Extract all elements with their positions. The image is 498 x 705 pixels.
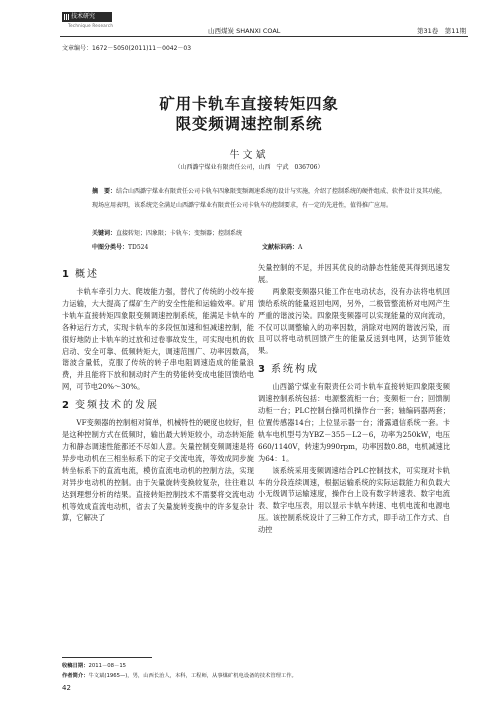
- clc-label: 中图分类号：: [92, 244, 129, 251]
- paragraph-system-control: 该系统采用变频调速结合PLC控制技术，可实现对卡轨车的分段连续调速，根据运输系统的实际运载能力和负载大小无级调节运输速度，操作台上设有数字转速表、数字电流表、数字电压表，用以显示卡轨车转速、电机电流和电源电压。该控制系统设计了三种工作方式，即手动工作方式、自动控: [258, 465, 450, 535]
- section-badge: 技术研究: [62, 12, 112, 22]
- clc-number: [92, 242, 148, 251]
- paragraph-system-components: 山西潞宁煤业有限责任公司卡轨车直接转矩四象限变频调速控制系统包括：电源整流柜一台；变频柜一台；回馈制动柜一台；PLC控制台操司机操作台一套；轴编码器两套；位置传感器14台；上位显示器一台；滑露通信系统一套。卡轨车电机型号为YBZ－355－L2－6，功率为250kW，电压660/1140V，转速为990rpm，功率因数0.88，电机减速比为64：1。: [258, 382, 451, 463]
- paragraph-four-quadrant: 两象限变频器只能工作在电动状态，没有办法将电机回馈给系统的能量返回电网，另外，二极管整流桥对电网产生严重的谐波污染。四象限变频器可以实现能量的双向流动，不仅可以调整输入的功率因数，消除对电网的谐波污染，而且可以将电动机回馈产生的能量反送到电网，达到节能效果。: [258, 286, 450, 356]
- keywords-text: 直接转矩；四象限；卡轨车；变频器；控制系统: [116, 230, 243, 237]
- clc-value: TD524: [128, 244, 149, 251]
- section-heading-overview: [62, 268, 254, 282]
- paragraph-continued: 矢量控制的不足，并因其优良的动静态性能使其得到迅速发展。: [258, 263, 450, 284]
- abstract: [92, 185, 452, 212]
- paragraph-development: VF变频器的控制相对简单，机械特性的硬度也较好，但是这种控制方式在低频时，输出最大转矩较小，动态转矩能力和静态调速性能都还不尽如人意。矢量控制变频调速是将异步电动机在三相坐标系下的定子交流电流，等效成同步旋转坐标系下的直流电流，模仿直流电动机的控制方法，实现对异步电动机的控制。由于矢量旋转变换较复杂，往往难以达到理想分析的结果。直接转矩控制技术不需要将交流电动机等效成直流电动机，省去了矢量旋转变换中的许多复杂计算，它解决了: [62, 418, 254, 523]
- paragraph-overview: 卡轨车牵引力大、爬坡能力强，替代了传统的小绞车接力运输，大大提高了煤矿生产的安全性能和运输效率。矿用卡轨车直接转矩四象限变频调速控制系统，能满足卡轨车的各种运行方式，实现卡轨车的多段恒加速和恒减速控制，能很好地防止卡轨车的过放和过卷事故发生，可实现电机的软启动、安全可靠、低频转矩大，调速范围广、功率因数高，谐波含量低，克服了传统的转子串电阻调速造成的能量浪费，并且能将下放和制动时产生的势能转变成电能回馈给电网，可节电20%～30%。: [62, 287, 254, 392]
- section-subtitle: Technique Research: [68, 23, 114, 28]
- author-bio-text: 牛文斌(1965—)，男，山西长治人，本科，工程师，从事煤矿机电设备的技术管理工作。: [88, 673, 297, 679]
- article-number: 文章编号：1672－5050(2011)11－0042－03: [62, 45, 192, 52]
- right-column: [258, 262, 450, 536]
- section-title: 变频技术的发展: [74, 400, 159, 412]
- header-rule: [60, 36, 468, 37]
- article-title-line2: 限变频调速控制系统: [175, 115, 323, 133]
- page-header: [0, 0, 498, 40]
- keywords-label: 关键词：: [92, 230, 117, 237]
- section-title: 系统构成: [270, 364, 319, 376]
- left-column: [62, 262, 254, 524]
- section-title: 概述: [74, 269, 99, 280]
- article-title-line1: 矿用卡轨车直接转矩四象: [159, 95, 339, 113]
- footnote-rule: [62, 657, 152, 658]
- section-number: 1: [62, 269, 69, 280]
- author-name: 牛文斌: [229, 150, 269, 161]
- doc-code-label: 文献标识码：: [262, 244, 299, 251]
- journal-name: 山西煤炭 SHANXI COAL: [208, 27, 281, 35]
- author-affiliation: （山西潞宁煤业有限责任公司，山西 宁武 036706）: [174, 164, 324, 171]
- author-bio-label: 作者简介：: [62, 673, 89, 679]
- section-number: 2: [62, 400, 69, 412]
- section-number: 3: [258, 364, 265, 376]
- received-date: [62, 661, 126, 669]
- received-label: 收稿日期：: [62, 663, 89, 669]
- received-value: 2011－08－15: [88, 663, 127, 669]
- page-number: 42: [62, 684, 71, 692]
- journal-issue: 第31卷 第11期: [416, 27, 466, 35]
- abstract-label: 摘 要：: [92, 188, 117, 195]
- document-code: [262, 242, 302, 251]
- author-bio: [62, 671, 297, 679]
- doc-code-value: A: [298, 244, 303, 251]
- section-heading-development: [62, 399, 254, 413]
- section-heading-system: [258, 363, 450, 377]
- abstract-text: 结合山西潞宁煤业有限责任公司卡轨车四象限变频调速系统的设计与实施，介绍了控制系统的硬件组成、软件设计及其功能，现场应用表明，该系统完全满足山西潞宁煤业有限责任公司卡轨车的控制要求，有一定的先进性，值得推广应用。: [92, 188, 447, 209]
- keywords: [92, 228, 452, 237]
